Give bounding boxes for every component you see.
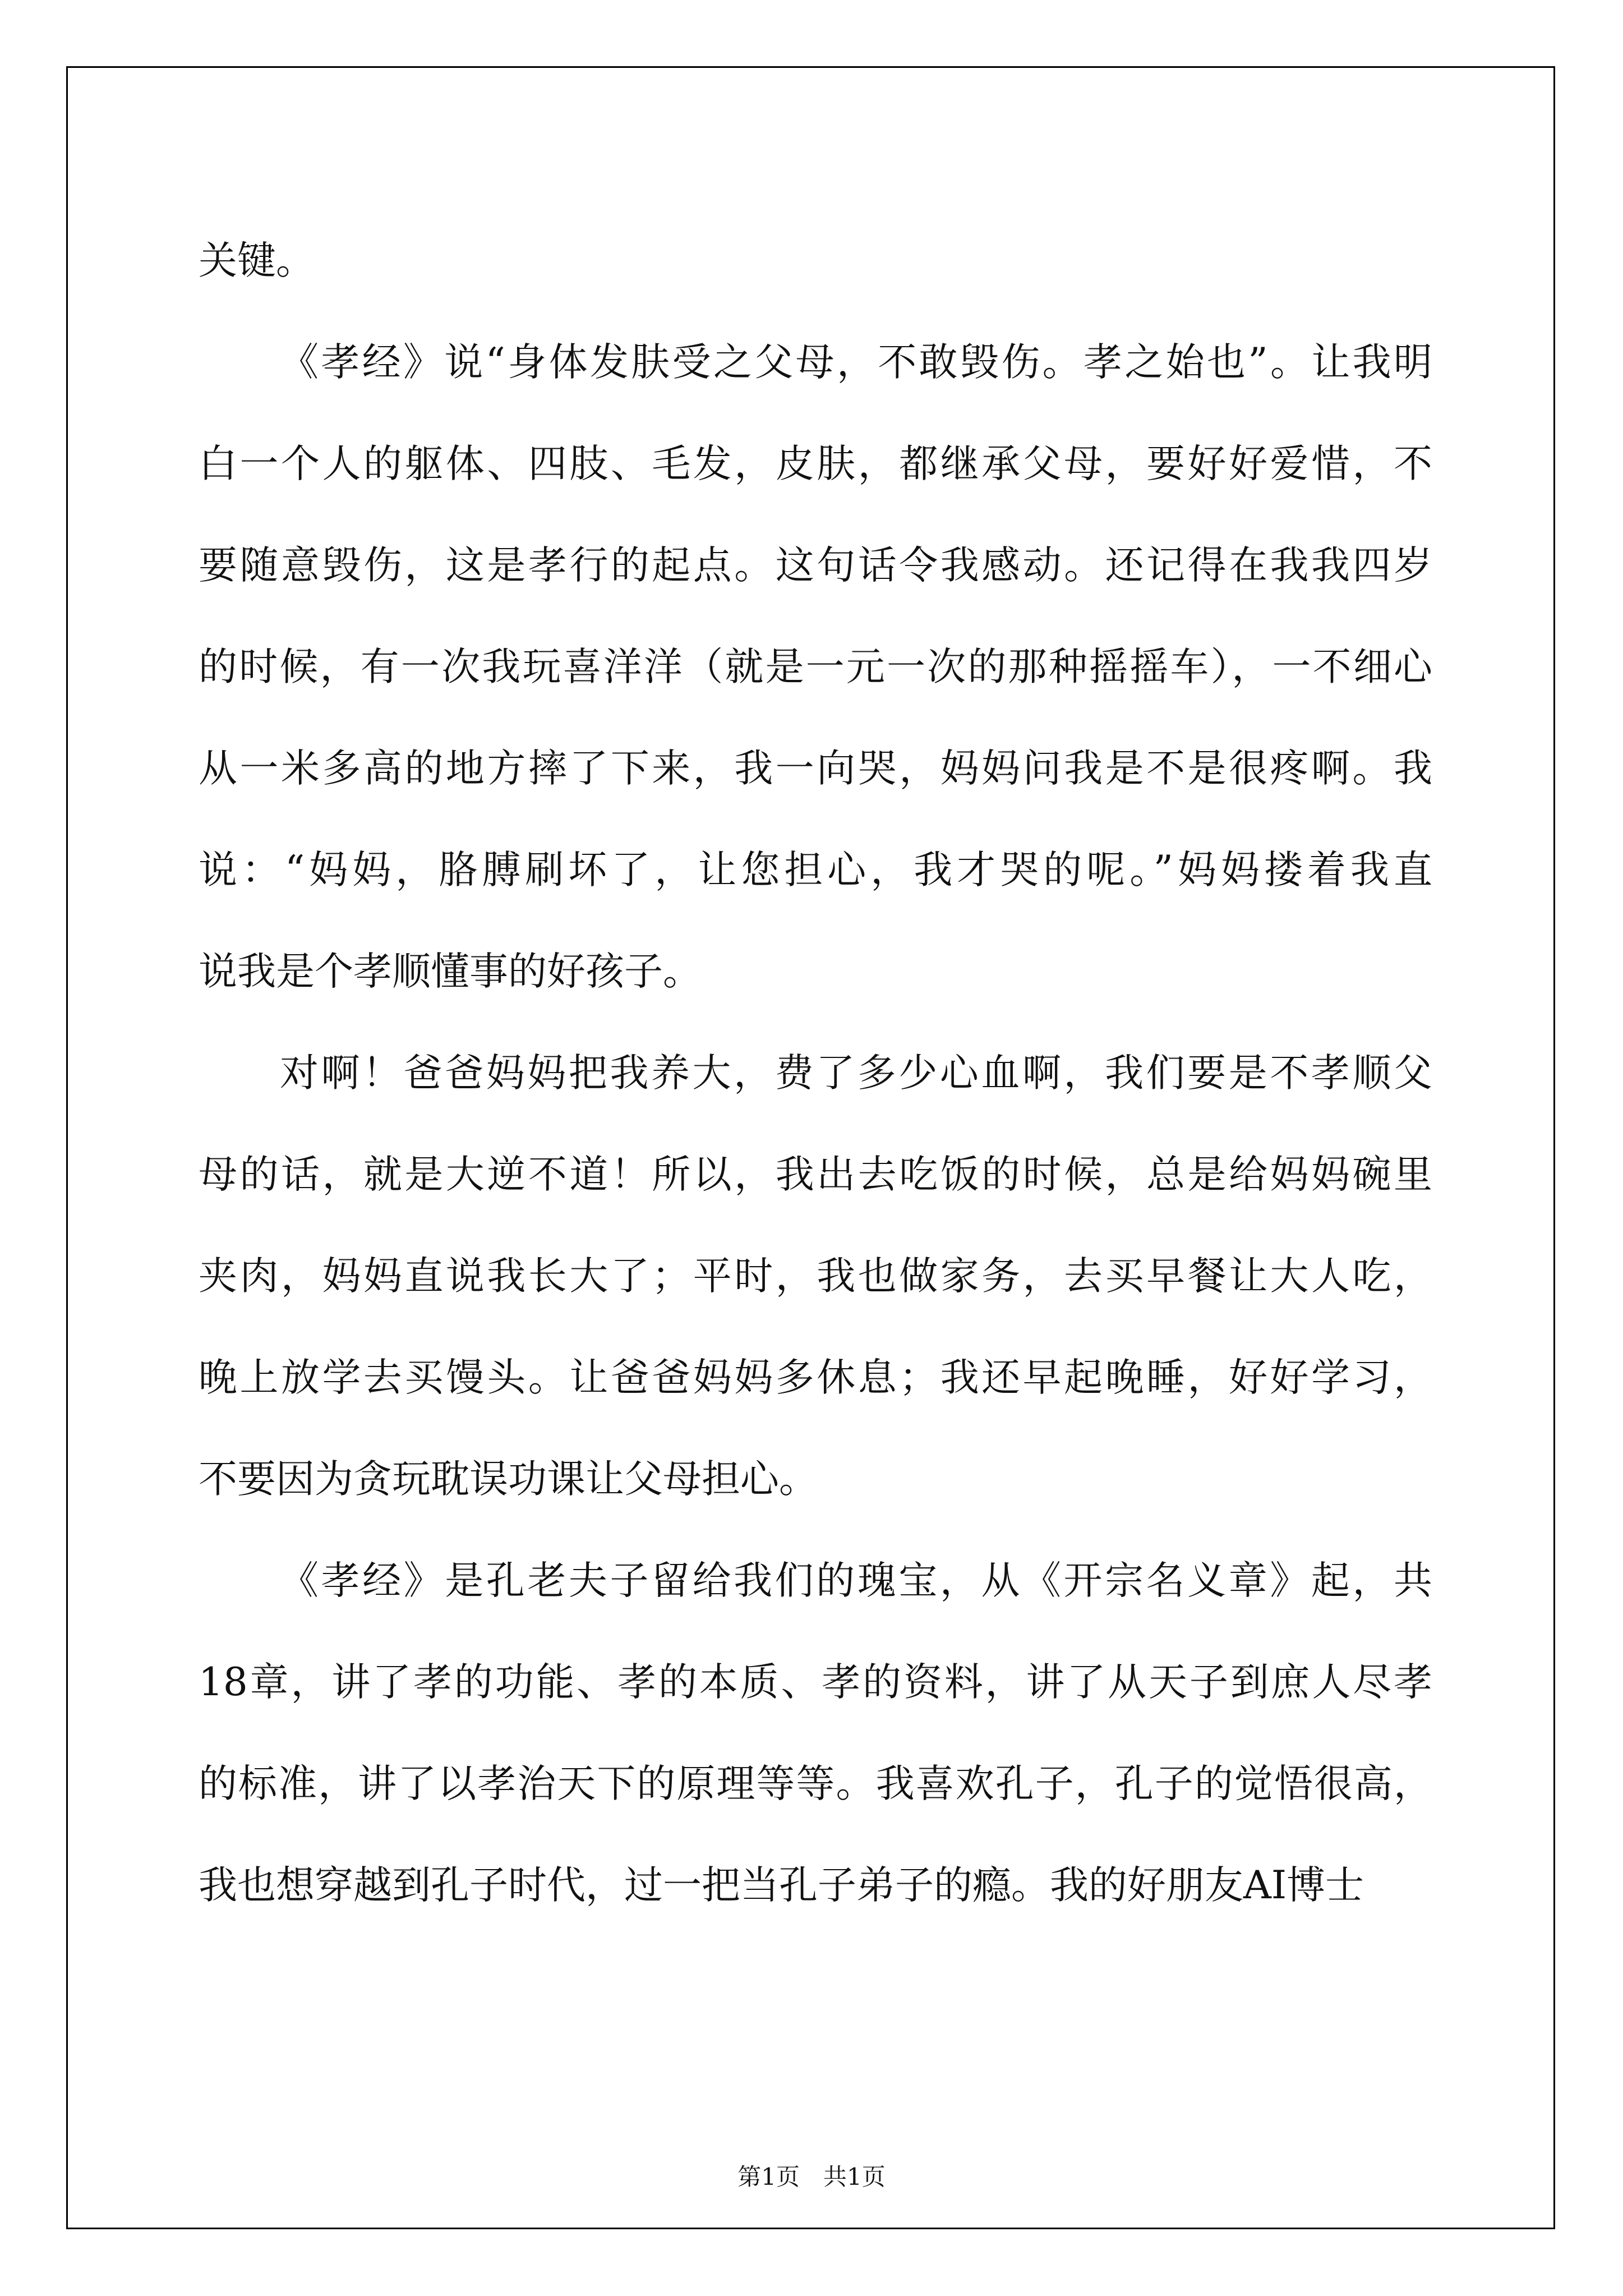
text-line: 对啊！爸爸妈妈把我养大，费了多少心血啊，我们要是不孝顺父 [280,1051,1432,1096]
text-line: 《孝经》是孔老夫子留给我们的瑰宝，从《开宗名义章》起，共 [280,1558,1432,1603]
text-line: 《孝经》说“身体发肤受之父母，不敢毁伤。孝之始也”。让我明 [280,340,1432,385]
text-line: 白一个人的躯体、四肢、毛发，皮肤，都继承父母，要好好爱惜，不 [199,441,1432,486]
text-line: 的标准，讲了以孝治天下的原理等等。我喜欢孔子，孔子的觉悟很高， [199,1761,1432,1806]
text-line: 说：“妈妈，胳膊刷坏了，让您担心，我才哭的呢。”妈妈搂着我直 [199,848,1432,892]
text-line: 不要因为贪玩耽误功课让父母担心。 [199,1457,818,1502]
document-body [199,210,1432,1936]
text-line: 18章，讲了孝的功能、孝的本质、孝的资料，讲了从天子到庶人尽孝 [199,1660,1432,1705]
paragraph [199,312,1432,1023]
text-line: 夹肉，妈妈直说我长大了；平时，我也做家务，去买早餐让大人吃， [199,1254,1432,1299]
text-line: 说我是个孝顺懂事的好孩子。 [199,949,702,994]
text-line: 晚上放学去买馒头。让爸爸妈妈多休息；我还早起晚睡，好好学习， [199,1355,1432,1400]
text-line: 从一米多高的地方摔了下来，我一向哭，妈妈问我是不是很疼啊。我 [199,746,1432,791]
text-line: 的时候，有一次我玩喜洋洋（就是一元一次的那种摇摇车），一不细心 [199,645,1432,689]
paragraph [199,1023,1432,1530]
paragraph [199,210,1432,312]
text-line: 关键。 [199,238,315,283]
text-line: 我也想穿越到孔子时代，过一把当孔子弟子的瘾。我的好朋友AI博士 [199,1863,1364,1908]
paragraph [199,1530,1432,1936]
text-line: 母的话，就是大逆不道！所以，我出去吃饭的时候，总是给妈妈碗里 [199,1152,1432,1197]
page-footer: 第1页 共1页 [737,2163,886,2191]
text-line: 要随意毁伤，这是孝行的起点。这句话令我感动。还记得在我我四岁 [199,543,1432,588]
